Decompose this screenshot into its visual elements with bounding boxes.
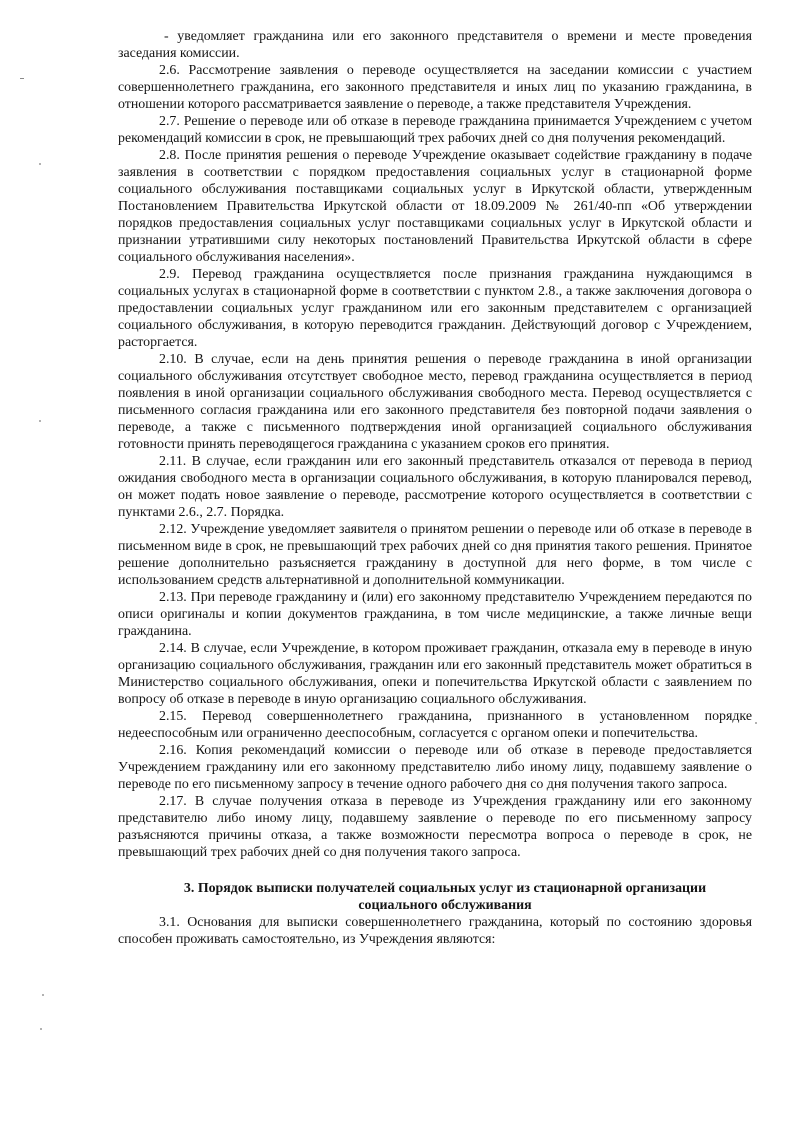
paragraph-2-11: 2.11. В случае, если гражданин или его законный представитель отказался от перевода в период ожидания свободного места в организации социального обслуживания, в которую планировался перевод, он может подать новое заявление о переводе, рассмотрение которого осуществляется в соответствии с пунктами 2.6., 2.7. Порядка. xyxy=(118,454,752,520)
section-heading: 3. Порядок выписки получателей социальных услуг из стационарной организации социального обслуживания xyxy=(183,881,707,913)
paragraph-2-12: 2.12. Учреждение уведомляет заявителя о принятом решении о переводе или об отказе в переводе в письменном виде в срок, не превышающий трех рабочих дней со дня принятия такого решения. Принятое решение дополнительно разъясняется гражданину в доступной для него форме, в том числе с использованием средств альтернативной и дополнительной коммуникации. xyxy=(118,522,752,588)
scan-speck xyxy=(40,1028,42,1030)
document-page xyxy=(118,28,752,948)
paragraph-2-14: 2.14. В случае, если Учреждение, в котором проживает гражданин, отказала ему в переводе в иную организацию социального обслуживания, гражданин или его законный представитель может обратиться в Министерство социального обслуживания, опеки и попечительства Иркутской области с заявлением по вопросу об отказе в переводе в иную организацию социального обслуживания. xyxy=(118,641,752,707)
paragraph-2-7: 2.7. Решение о переводе или об отказе в переводе гражданина принимается Учреждением с учетом рекомендаций комиссии в срок, не превышающий трех рабочих дней со дня получения рекомендаций. xyxy=(118,114,752,146)
paragraph-2-9: 2.9. Перевод гражданина осуществляется после признания гражданина нуждающимся в социальных услугах в стационарной форме в соответствии с пунктом 2.8., а также заключения договора о предоставлении социальных услуг гражданином или его законным представителем с организацией социального обслуживания, в которую переводится гражданин. Действующий договор с Учреждением, расторгается. xyxy=(118,267,752,350)
paragraph-notify-commission: - уведомляет гражданина или его законного представителя о времени и месте проведения заседания комиссии. xyxy=(118,29,752,61)
paragraph-2-13: 2.13. При переводе гражданину и (или) его законному представителю Учреждением передаются по описи оригиналы и копии документов гражданина, в том числе медицинские, а также личные вещи гражданина. xyxy=(118,590,752,639)
paragraph-2-10: 2.10. В случае, если на день принятия решения о переводе гражданина в иной организации социального обслуживания отсутствует свободное место, перевод гражданина осуществляется в период появления в иной организации социального обслуживания свободного места. Перевод осуществляется с письменного согласия гражданина или его законного представителя без повторной подачи заявления о переводе, а также с письменного подтверждения иной организацией социального обслуживания готовности принять переводящегося гражданина с указанием сроков его принятия. xyxy=(118,352,752,452)
paragraph-2-15: 2.15. Перевод совершеннолетнего гражданина, признанного в установленном порядке недееспособным или ограниченно дееспособным, согласуется с органом опеки и попечительства. xyxy=(118,709,752,741)
scan-speck xyxy=(39,420,41,422)
scan-speck xyxy=(39,163,41,165)
scan-speck xyxy=(755,722,757,724)
scan-speck xyxy=(20,78,24,79)
paragraph-2-17: 2.17. В случае получения отказа в переводе из Учреждения гражданину или его законному представителю либо иному лицу, подавшему заявление о переводе по его письменному запросу разъясняются причины отказа, а также возможности пересмотра вопроса о переводе в срок, не превышающий трех рабочих дней со дня получения такого запроса. xyxy=(118,794,752,860)
paragraph-2-16: 2.16. Копия рекомендаций комиссии о переводе или об отказе в переводе предоставляется Учреждением гражданину или его законному представителю либо иному лицу, подавшему заявление о переводе по его письменному запросу в течение одного рабочего дня со дня получения такого запроса. xyxy=(118,743,752,792)
paragraph-3-1: 3.1. Основания для выписки совершеннолетнего гражданина, который по состоянию здоровья способен проживать самостоятельно, из Учреждения являются: xyxy=(118,915,752,947)
paragraph-2-8: 2.8. После принятия решения о переводе Учреждение оказывает содействие гражданину в подаче заявления в соответствии с порядком предоставления социальных услуг в стационарной форме социального обслуживания поставщиками социальных услуг в Иркутской области, утвержденным Постановлением Правительства Иркутской области от 18.09.2009 № 261/40-пп «Об утверждении порядков предоставления социальных услуг поставщиками социальных услуг в Иркутской области и признании утратившими силу некоторых постановлений Правительства Иркутской области в сфере социального обслуживания населения». xyxy=(118,148,752,265)
scan-speck xyxy=(42,994,44,996)
paragraph-2-6: 2.6. Рассмотрение заявления о переводе осуществляется на заседании комиссии с участием совершеннолетнего гражданина, его законного представителя и иных лиц по указанию гражданина, в отношении которого рассматривается заявление о переводе, а также представителя Учреждения. xyxy=(118,63,752,112)
